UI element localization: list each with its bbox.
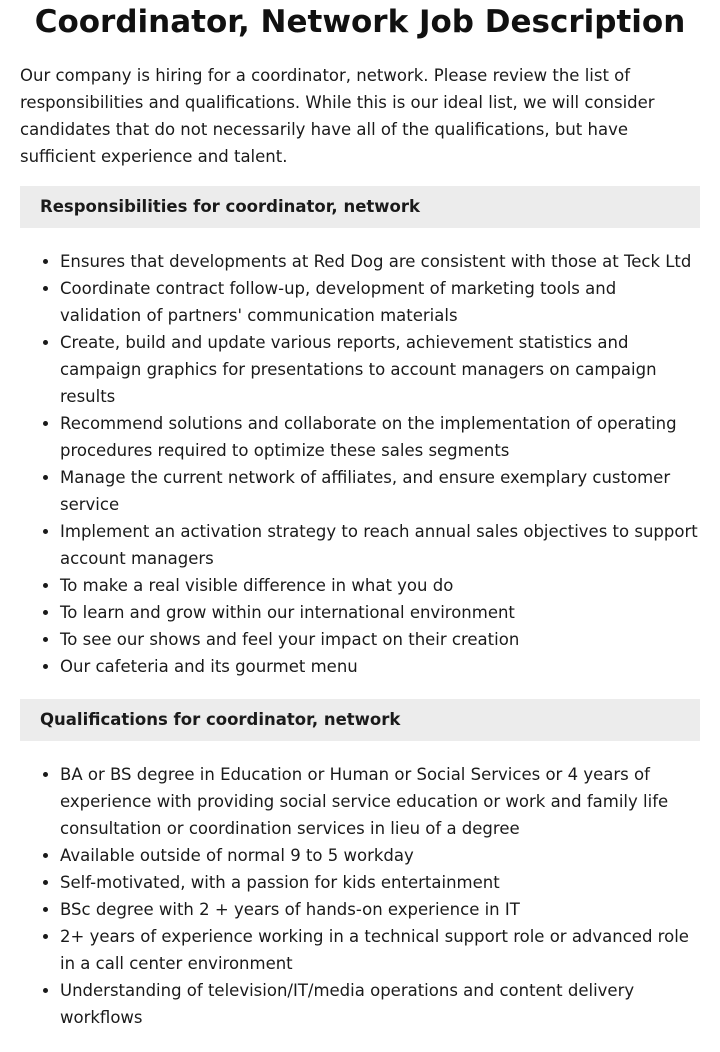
list-item: • Ensures that developments at Red Dog are consistent with those at Teck Ltd [60,248,700,275]
intro-paragraph: Our company is hiring for a coordinator, network. Please review the list of responsibilities and qualifications. While this is our ideal list, we will consider candidates that do not necessarily have all of the qualifications, but have sufficient experience and talent. [20,66,655,166]
qualifications-list [20,761,700,1031]
responsibilities-list [20,248,700,680]
list-item: • Create, build and update various reports, achievement statistics and campaign graphics for presentations to account managers on campaign results [60,329,700,410]
list-item: • Our cafeteria and its gourmet menu [60,653,700,680]
list-item: • BA or BS degree in Education or Human or Social Services or 4 years of experience with providing social service education or work and family life consultation or coordination services in lieu of a degree [60,761,700,842]
page-title: Coordinator, Network Job Description [34,4,686,40]
responsibilities-heading: Responsibilities for coordinator, network [20,186,700,228]
qualifications-heading: Qualifications for coordinator, network [20,699,700,741]
list-item: • To learn and grow within our international environment [60,599,700,626]
list-item: • 2+ years of experience working in a technical support role or advanced role in a call center environment [60,923,700,977]
list-item: • To see our shows and feel your impact on their creation [60,626,700,653]
list-item: • Coordinate contract follow-up, development of marketing tools and validation of partners' communication materials [60,275,700,329]
list-item: • To make a real visible difference in what you do [60,572,700,599]
list-item: • BSc degree with 2 + years of hands-on experience in IT [60,896,700,923]
list-item: • Manage the current network of affiliates, and ensure exemplary customer service [60,464,700,518]
list-item: • Recommend solutions and collaborate on the implementation of operating procedures required to optimize these sales segments [60,410,700,464]
list-item: • Self-motivated, with a passion for kids entertainment [60,869,700,896]
list-item: • Available outside of normal 9 to 5 workday [60,842,700,869]
list-item: • Understanding of television/IT/media operations and content delivery workflows [60,977,700,1031]
list-item: • Implement an activation strategy to reach annual sales objectives to support account managers [60,518,700,572]
